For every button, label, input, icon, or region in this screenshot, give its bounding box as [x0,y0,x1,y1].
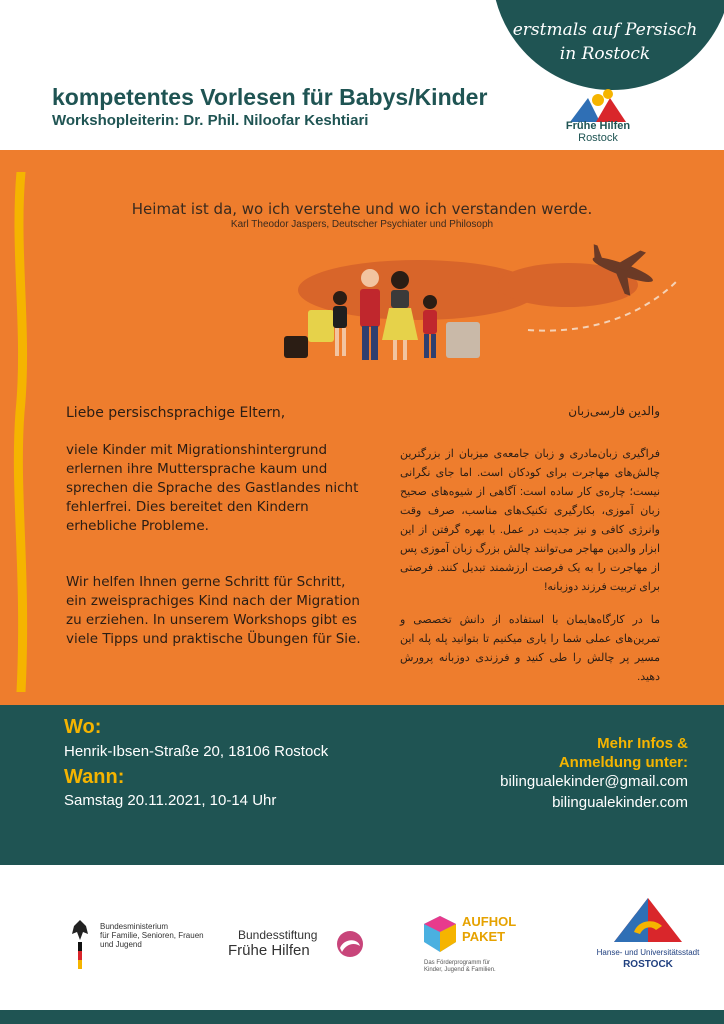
quote-author: Karl Theodor Jaspers, Deutscher Psychiater und Philosoph [230,219,494,230]
heart-swirl-icon [334,928,366,960]
german-paragraph-2: Wir helfen Ihnen gerne Schritt für Schritt, ein zweisprachiges Kind nach der Migration zu erziehen. In unserem Workshops gibt es viele Tipps und praktische Übungen für Sie. [66,574,361,647]
persian-paragraph-1: فراگیری زبان‌مادری و زبان جامعه‌ی میزبان از بزرگترین چالش‌های مهاجرت برای کودکان است. اما جای نگرانی نیست؛ چاره‌ی کار ساده است: آگاهی از شیوه‌های صحیح زبان آموزی، بکارگیری تکنیک‌های مناسب، صرف وقت وانرژی کافی و نیز جدیت در عمل. با بهره گرفتن از این ابزار والدین مهاجر می‌توانند چالش بزرگ زبان آموزی پس از مهاجرت را به یک فرصت ارزشمند تبدیل کنند. فرصتی برای تربیت فرزند دوزبانه! [400,448,660,593]
ministry-line2: für Familie, Senioren, Frauen [100,931,204,940]
rostock-logo [578,892,718,976]
ministry-line1: Bundesministerium [100,922,169,931]
contact-label [500,734,688,772]
stiftung-line2: Frühe Hilfen [228,942,310,959]
when-value: Samstag 20.11.2021, 10-14 Uhr [64,792,277,809]
rostock-griffin-icon [610,892,686,946]
aufhol-line2: PAKET [462,929,506,944]
page-title: kompetentes Vorlesen für Babys/Kinder [52,84,488,110]
eagle-flag-icon [70,918,90,970]
where-label: Wo: [64,716,102,738]
persian-greeting: والدین فارسی‌زبان [568,404,660,418]
aufhol-line1: AUFHOL [462,914,517,929]
bundesstiftung-logo [228,928,378,968]
where-value: Henrik-Ibsen-Straße 20, 18106 Rostock [64,743,329,760]
fruehe-hilfen-logo-text [548,120,648,144]
persian-paragraph-2: ما در کارگاه‌هایمان با استفاده از دانش تخصصی و تمرین‌های عملی شما را یاری میکنیم تا بتوانید پله پله این مسیر پر چالش را طی کنید و فرزندی دوزبانه پرورش دهید. [400,614,660,683]
german-paragraph-1: viele Kinder mit Migrationshintergrund erlernen ihre Muttersprache kaum und sprechen die Sprache des Gastlandes nicht fehlerfrei. Dies bereitet den Kindern erhebliche Probleme. [66,442,359,534]
aufhol-caption1: Das Förderprogramm für [424,960,491,966]
badge-line1: erstmals auf Persisch [512,20,698,40]
family-illustration [268,240,688,370]
bottom-strip [0,1010,724,1024]
yellow-crayon-stroke [12,172,30,692]
contact-website[interactable]: bilingualekinder.com [552,794,688,811]
when-label: Wann: [64,766,125,788]
page-subtitle: Workshopleiterin: Dr. Phil. Niloofar Keshtiari [52,112,369,129]
rostock-line2: ROSTOCK [623,959,673,970]
ministry-line3: und Jugend [100,940,142,949]
stiftung-line1: Bundesstiftung [238,928,318,942]
cube-icon [420,912,460,962]
logo-line2: Rostock [578,132,618,144]
german-greeting: Liebe persischsprachige Eltern, [66,405,286,421]
rostock-line1: Hanse- und Universitätsstadt [596,948,700,957]
logo-line1: Frühe Hilfen [565,120,631,132]
aufholpaket-logo [420,912,532,982]
badge-line2: in Rostock [559,44,651,64]
contact-label-line1: Mehr Infos & [597,735,688,752]
contact-label-line2: Anmeldung unter: [558,754,688,771]
badge-text [505,18,705,66]
contact-email[interactable]: bilingualekinder@gmail.com [500,773,688,790]
quote-text: Heimat ist da, wo ich verstehe und wo ich verstanden werde. [131,200,593,218]
aufhol-caption2: Kinder, Jugend & Familien. [424,967,496,973]
